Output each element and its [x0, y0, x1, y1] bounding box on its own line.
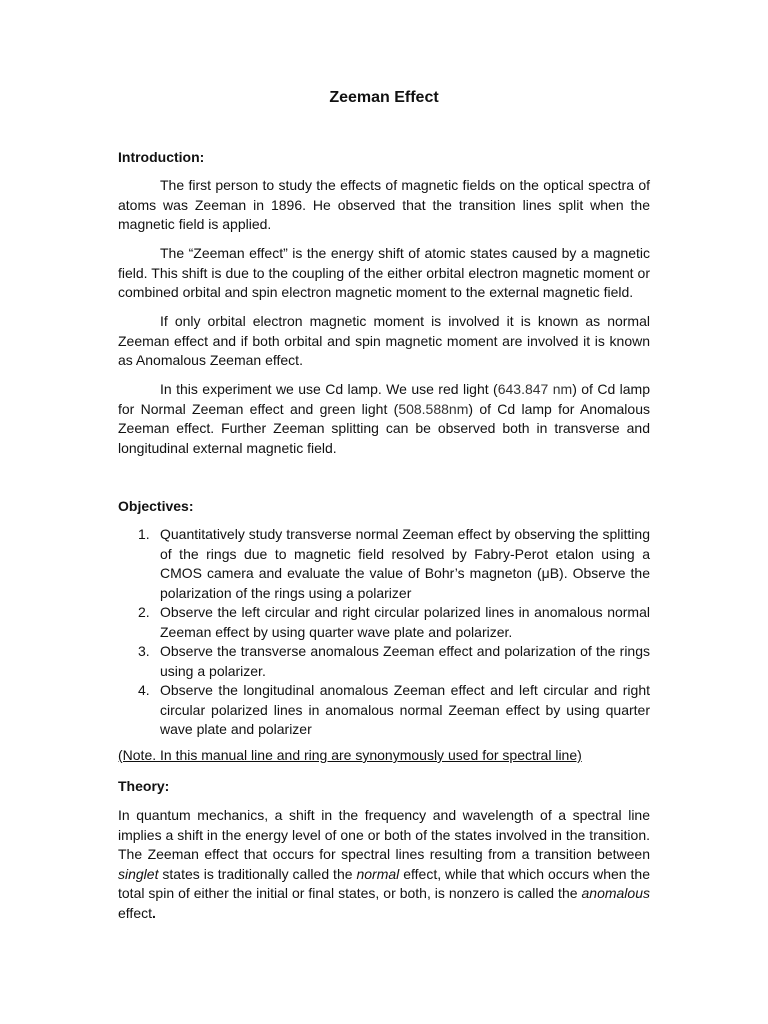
theory-text-3: effect, while that which occurs when the total spin of either the initial or final states, or both, is nonzero is called the	[118, 865, 651, 901]
theory-paragraph	[118, 806, 650, 923]
intro-paragraph-3: If only orbital electron magnetic moment is involved it is known as normal Zeeman effect and if both orbital and spin magnetic moment are involved it is known as Anomalous Zeeman effect.	[118, 313, 650, 368]
p4-text-c: ) of Cd lamp for Anomalous Zeeman effect. Further Zeeman splitting can be observed both in transverse and longitudinal external magnetic field.	[118, 400, 650, 456]
objective-number: 2.	[138, 604, 150, 620]
theory-text-4: effect	[118, 904, 152, 921]
objective-number: 1.	[138, 526, 150, 542]
page-title: Zeeman Effect	[329, 89, 439, 106]
green-wavelength: 508.588nm	[398, 400, 469, 417]
objective-number: 4.	[138, 682, 150, 698]
p4-text-a: In this experiment we use Cd lamp. We use red light (	[160, 381, 498, 397]
note-text: (Note. In this manual line and ring are synonymously used for spectral line)	[118, 747, 582, 763]
objective-text: Quantitatively study transverse normal Zeeman effect by observing the splitting of the rings due to magnetic field resolved by Fabry-Perot etalon using a CMOS camera and evaluate the value of Bohr’s magneton (μB). Observe the polarization of the rings using a polarizer	[160, 526, 650, 601]
anomalous-term: anomalous	[581, 885, 650, 901]
p4-text-b: ) of Cd lamp for Normal Zeeman effect and green light (	[118, 381, 650, 417]
objective-number: 3.	[138, 643, 150, 659]
introduction-heading: Introduction:	[118, 149, 205, 165]
objective-text: Observe the left circular and right circular polarized lines in anomalous normal Zeeman effect by using quarter wave plate and polarizer.	[160, 604, 650, 640]
objectives-list	[118, 525, 650, 740]
theory-text-1: In quantum mechanics, a shift in the frequency and wavelength of a spectral line implies a shift in the energy level of one or both of the states involved in the transition. The Zeeman effect that occurs for spectral lines resulting from a transition between	[118, 807, 650, 862]
objective-item	[118, 642, 650, 681]
objective-text: Observe the transverse anomalous Zeeman effect and polarization of the rings using a polarizer.	[160, 643, 650, 679]
intro-paragraph-4	[118, 380, 650, 458]
objectives-heading: Objectives:	[118, 498, 194, 514]
intro-paragraph-2: The “Zeeman effect” is the energy shift of atomic states caused by a magnetic field. This shift is due to the coupling of the either orbital electron magnetic moment or combined orbital and spin electron magnetic moment to the external magnetic field.	[118, 245, 650, 300]
theory-heading: Theory:	[118, 778, 170, 794]
theory-text-2: states is traditionally called the	[158, 865, 357, 882]
red-wavelength: 643.847 nm	[497, 381, 573, 397]
singlet-term: singlet	[118, 865, 159, 882]
intro-paragraph-1: The first person to study the effects of magnetic fields on the optical spectra of atoms was Zeeman in 1896. He observed that the transition lines split when the magnetic field is applied.	[118, 177, 650, 232]
objective-item	[118, 525, 650, 603]
objective-item	[118, 681, 650, 740]
normal-term: normal	[356, 865, 400, 882]
theory-period: .	[152, 904, 156, 921]
objective-text: Observe the longitudinal anomalous Zeeman effect and left circular and right circular polarized lines in anomalous normal Zeeman effect by using quarter wave plate and polarizer	[160, 682, 650, 737]
objective-item	[118, 603, 650, 642]
